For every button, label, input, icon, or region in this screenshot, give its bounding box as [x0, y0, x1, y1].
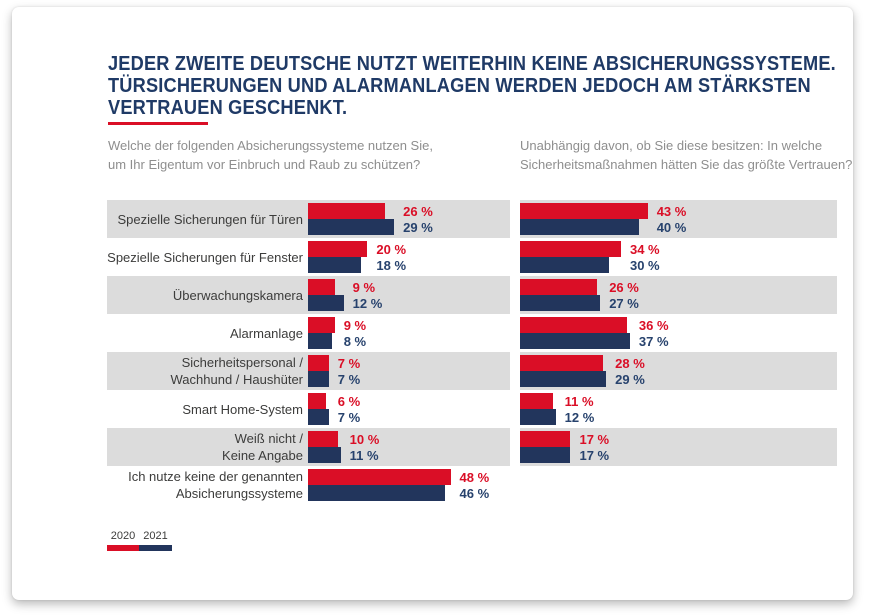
page-title	[108, 53, 836, 119]
question-line: Welche der folgenden Absicherungssysteme nutzen Sie,	[108, 138, 433, 153]
legend-swatch-2020	[107, 545, 139, 551]
value-label-2021-trust: 37 %	[638, 334, 669, 349]
bar-2020-trust	[520, 355, 603, 371]
bar-2021-trust	[520, 257, 609, 273]
category-label-line: Spezielle Sicherungen für Türen	[117, 211, 303, 227]
bar-2021-trust	[520, 219, 639, 235]
chart-row	[107, 238, 837, 276]
value-label-2020-usage: 7 %	[337, 356, 361, 371]
chart-row	[107, 428, 837, 466]
legend-label-2020: 2020	[110, 530, 136, 542]
bar-2021-usage	[308, 485, 445, 501]
value-label-2020-usage: 9 %	[343, 318, 367, 333]
category-label-line: Absicherungssysteme	[175, 486, 303, 501]
chart-row	[107, 390, 837, 428]
value-label-2020-trust: 17 %	[579, 432, 610, 447]
category-label	[107, 428, 303, 466]
bar-2021-usage	[308, 219, 394, 235]
value-label-2020-usage: 48 %	[459, 470, 490, 485]
value-label-2020-trust: 34 %	[629, 242, 660, 257]
value-label-2021-trust: 27 %	[609, 296, 639, 311]
question-trust	[520, 136, 860, 174]
legend-label-2021: 2021	[143, 530, 168, 542]
value-label-2021-usage: 12 %	[352, 296, 383, 311]
category-label	[107, 238, 303, 276]
value-label-2021-usage: 7 %	[337, 372, 361, 387]
question-line: Sicherheitsmaßnahmen hätten Sie das größte Vertrauen?	[520, 157, 853, 172]
value-label-2021-trust: 29 %	[615, 372, 645, 387]
bar-2020-usage	[308, 279, 335, 295]
value-label-2020-usage: 6 %	[337, 394, 361, 409]
value-label-2021-usage: 8 %	[343, 334, 367, 349]
bar-2020-usage	[308, 355, 329, 371]
title-underline	[108, 122, 208, 125]
category-label-line: Sicherheitspersonal /	[181, 355, 303, 370]
category-label	[107, 390, 303, 428]
page-title-line: JEDER ZWEITE DEUTSCHE NUTZT WEITERHIN KEINE ABSICHERUNGSSYSTEME.	[108, 53, 836, 75]
value-label-2020-usage: 9 %	[352, 280, 376, 295]
chart-row	[107, 352, 837, 390]
question-line: Unabhängig davon, ob Sie diese besitzen: In welche	[520, 138, 823, 153]
value-label-2021-usage: 46 %	[459, 486, 490, 501]
value-label-2021-trust: 12 %	[564, 410, 595, 425]
bar-2020-trust	[520, 241, 621, 257]
bar-2020-usage	[308, 469, 451, 485]
legend-swatch-2021	[139, 545, 172, 551]
category-label	[107, 276, 303, 314]
category-label-line: Keine Angabe	[222, 448, 303, 463]
bar-2020-trust	[520, 203, 648, 219]
value-label-2021-trust: 30 %	[629, 258, 660, 273]
value-label-2021-usage: 11 %	[349, 448, 379, 463]
category-label	[107, 200, 303, 238]
legend-color-bar	[107, 545, 172, 551]
bar-2021-usage	[308, 333, 332, 349]
bar-2021-trust	[520, 409, 556, 425]
category-label-line: Weiß nicht /	[234, 431, 303, 446]
question-usage	[108, 136, 518, 174]
bar-2021-trust	[520, 447, 570, 463]
value-label-2020-trust: 36 %	[638, 318, 669, 333]
category-label	[107, 314, 303, 352]
category-label-line: Wachhund / Haushüter	[170, 372, 303, 387]
chart-row	[107, 276, 837, 314]
bar-2021-trust	[520, 371, 606, 387]
value-label-2020-usage: 20 %	[376, 242, 407, 257]
bar-2020-usage	[308, 393, 326, 409]
value-label-2020-usage: 10 %	[349, 432, 380, 447]
bar-2021-trust	[520, 295, 600, 311]
bar-2021-usage	[308, 295, 344, 311]
value-label-2021-usage: 7 %	[337, 410, 361, 425]
value-label-2021-trust: 17 %	[579, 448, 610, 463]
chart-row	[107, 200, 837, 238]
category-label-line: Smart Home-System	[182, 401, 303, 417]
bar-2020-trust	[520, 317, 627, 333]
bar-2020-trust	[520, 393, 553, 409]
value-label-2020-trust: 11 %	[564, 394, 594, 409]
bar-2021-usage	[308, 257, 361, 273]
bar-2020-trust	[520, 279, 597, 295]
category-label-line: Alarmanlage	[230, 325, 303, 341]
chart-row	[107, 314, 837, 352]
bar-2021-usage	[308, 371, 329, 387]
bar-2020-trust	[520, 431, 570, 447]
category-label-line: Ich nutze keine der genannten	[128, 469, 303, 484]
infographic-card	[12, 7, 853, 600]
page-title-line: TÜRSICHERUNGEN UND ALARMANLAGEN WERDEN JEDOCH AM STÄRKSTEN	[108, 75, 811, 97]
bar-chart-rows	[107, 200, 837, 504]
value-label-2020-trust: 28 %	[615, 356, 645, 371]
page-title-line: VERTRAUEN GESCHENKT.	[108, 97, 348, 119]
legend-labels	[107, 530, 172, 542]
bar-2020-usage	[308, 241, 367, 257]
value-label-2020-trust: 43 %	[656, 204, 687, 219]
value-label-2020-usage: 26 %	[403, 204, 433, 219]
value-label-2021-usage: 29 %	[403, 220, 433, 235]
category-label	[107, 352, 303, 390]
question-line: um Ihr Eigentum vor Einbruch und Raub zu schützen?	[108, 157, 421, 172]
category-label-line: Überwachungskamera	[172, 287, 303, 303]
value-label-2021-usage: 18 %	[376, 258, 407, 273]
category-label	[107, 466, 303, 504]
bar-2020-usage	[308, 431, 338, 447]
bar-2021-usage	[308, 409, 329, 425]
value-label-2021-trust: 40 %	[656, 220, 687, 235]
chart-row	[107, 466, 837, 504]
category-label-line: Spezielle Sicherungen für Fenster	[107, 249, 303, 265]
bar-2021-usage	[308, 447, 341, 463]
value-label-2020-trust: 26 %	[609, 280, 639, 295]
bar-2021-trust	[520, 333, 630, 349]
legend	[107, 530, 172, 551]
bar-2020-usage	[308, 317, 335, 333]
bar-2020-usage	[308, 203, 385, 219]
